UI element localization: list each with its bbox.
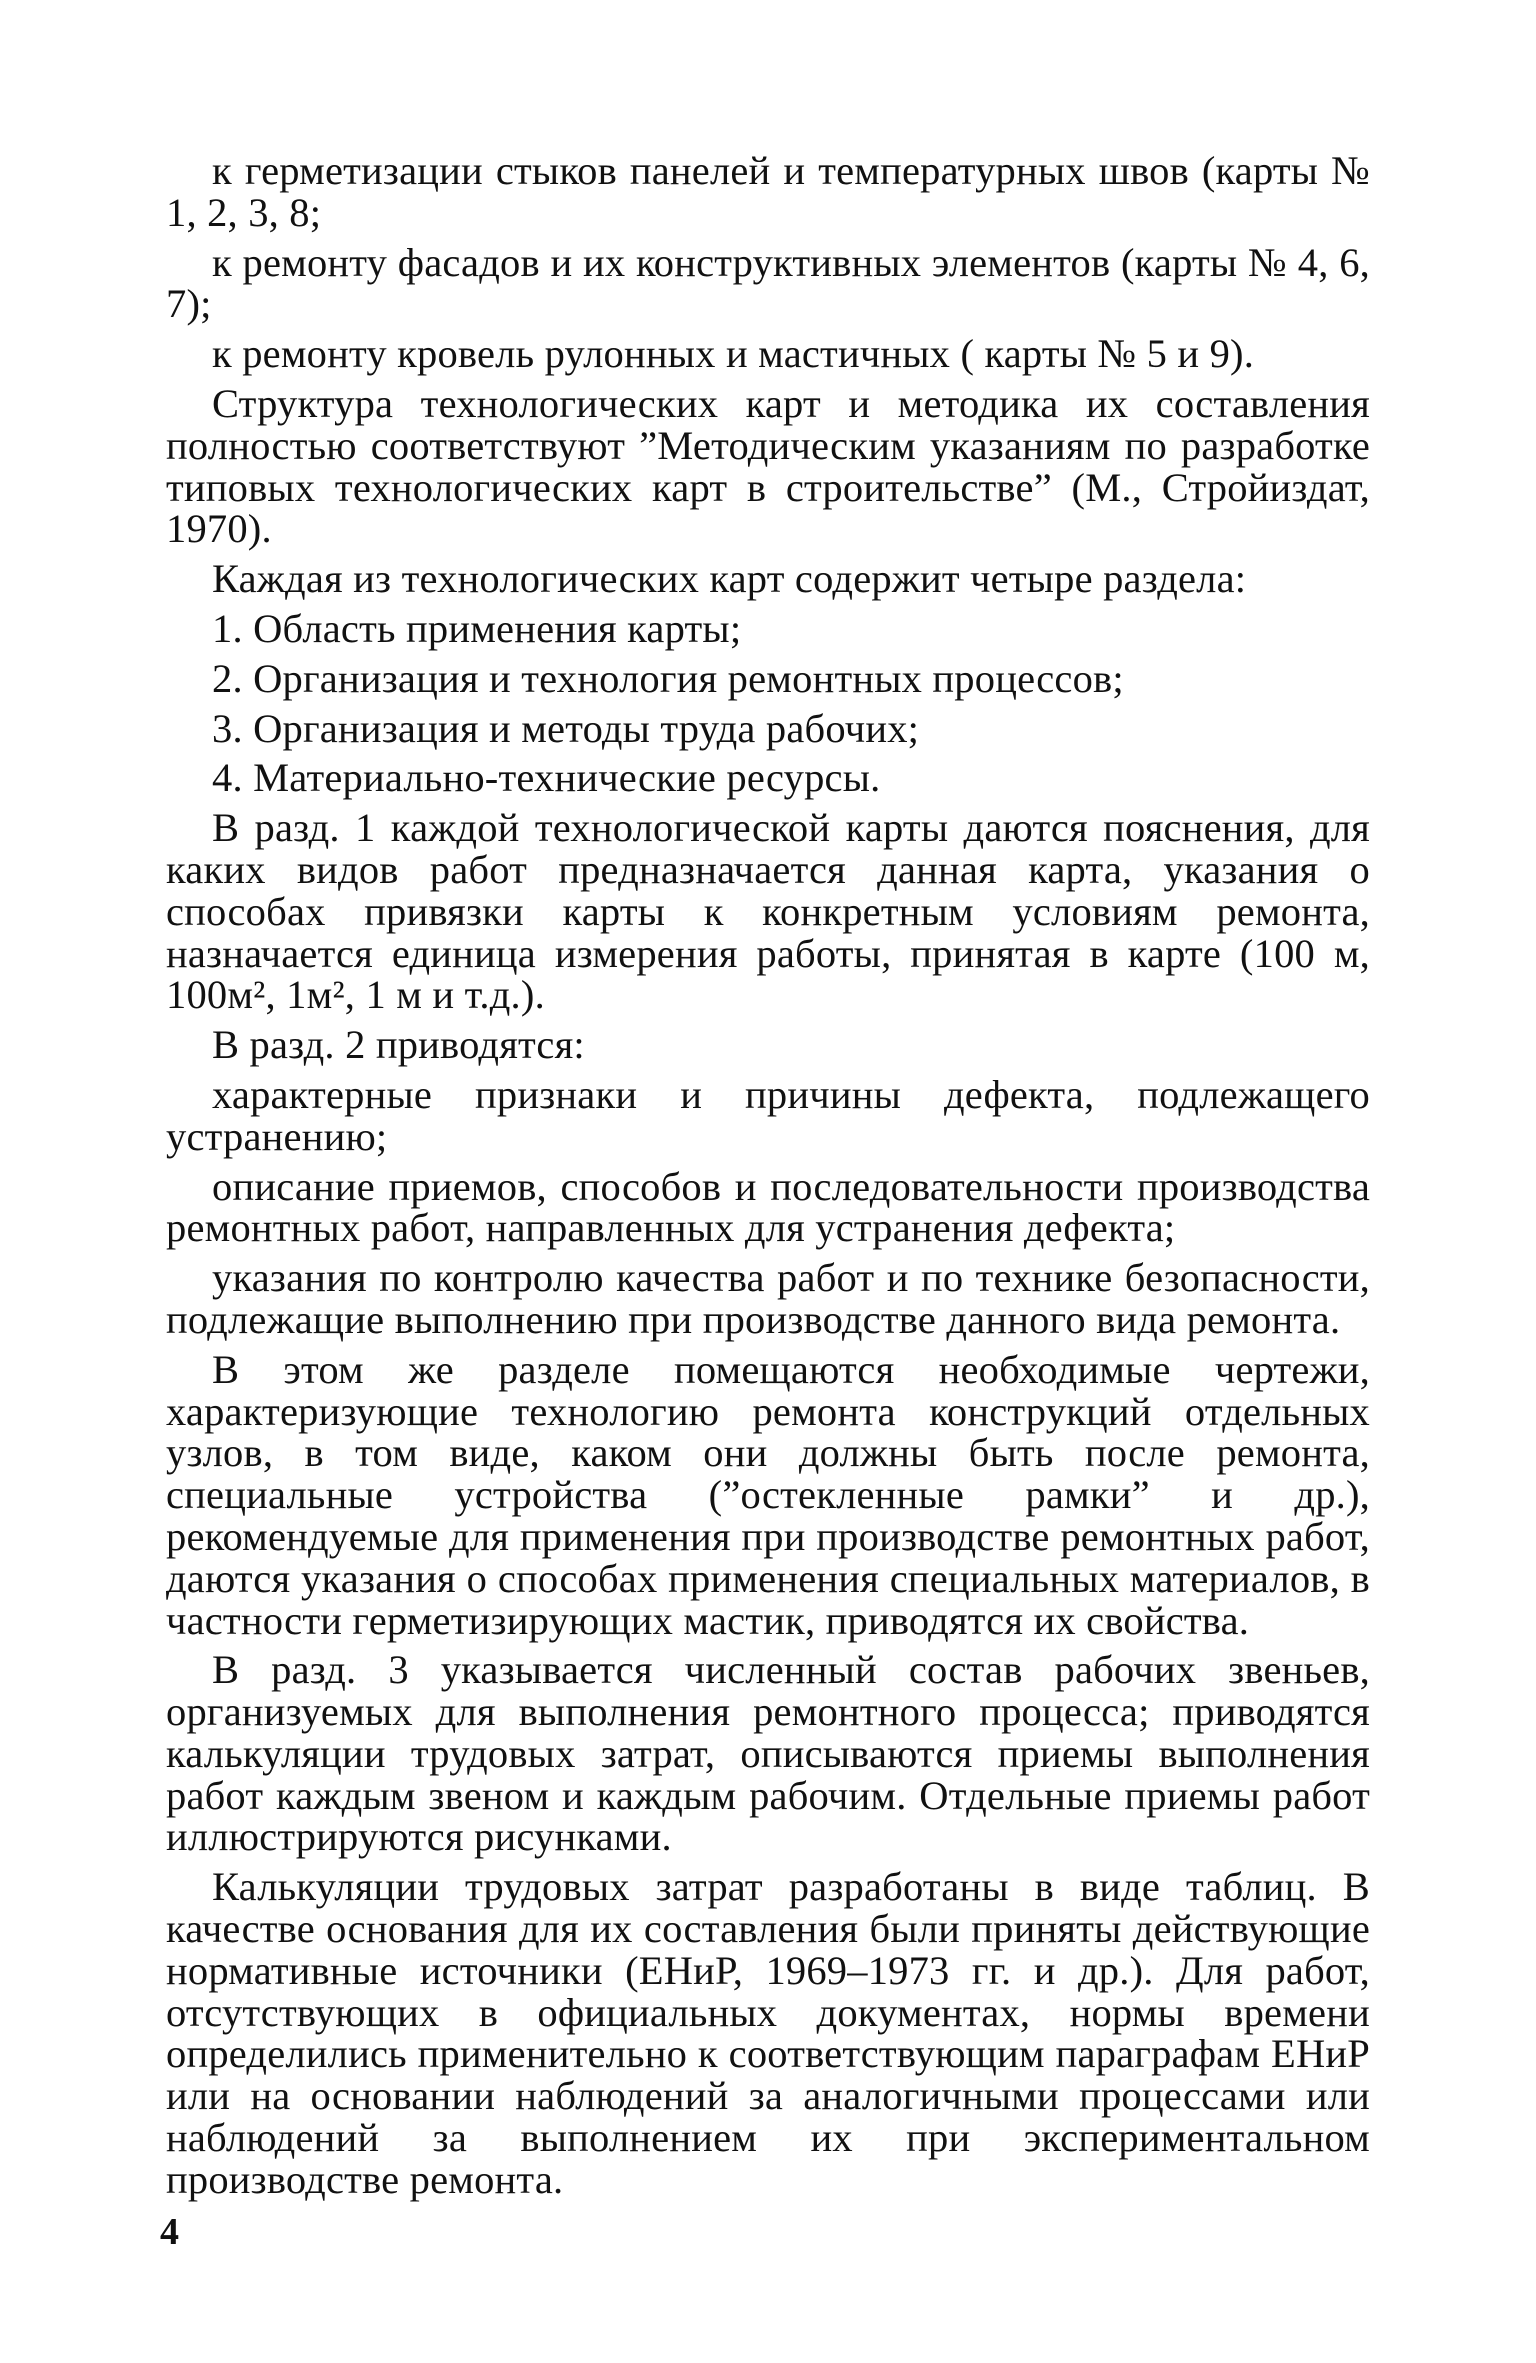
list-item-section-2: 2. Организация и технология ремонтных процессов; — [212, 655, 1124, 701]
paragraph-defect-signs: характерные признаки и причины дефекта, подлежащего устранению; — [166, 1071, 1370, 1159]
paragraph-section-3: В разд. 3 указывается численный состав рабочих звеньев, организуемых для выполнения ремонтного процесса; приводятся калькуляции трудовых затрат, описываются приемы выполнения работ каждым звеном и каждым рабочим. Отдельные приемы работ иллюстрируются рисунками. — [166, 1647, 1370, 1860]
page-number: 4 — [160, 2211, 179, 2253]
paragraph-roof-repair: к ремонту кровель рулонных и мастичных ( карты № 5 и 9). — [212, 331, 1255, 377]
paragraph-facade-repair: к ремонту фасадов и их конструктивных элементов (карты № 4, 6, 7); — [166, 239, 1370, 327]
paragraph-methods-description: описание приемов, способов и последовательности производства ремонтных работ, направленных для устранения дефекта; — [166, 1163, 1370, 1251]
paragraph-section-1-details: В разд. 1 каждой технологической карты даются пояснения, для каких видов работ предназначается данная карта, указания о способах привязки карты к конкретным условиям ремонта, назначается единица измерения работы, принятая в карте (100 м, 100м², 1м², 1 м и т.д.). — [166, 805, 1370, 1018]
list-item-section-1: 1. Область применения карты; — [212, 605, 742, 651]
paragraph-drawings: В этом же разделе помещаются необходимые чертежи, характеризующие технологию ремонта конструкций отдельных узлов, в том виде, каком они должны быть после ремонта, специальные устройства (”остекленные рамки” и др.), рекомендуемые для применения при производстве ремонтных работ, даются указания о способах применения специальных материалов, в частности герметизирующих мастик, приводятся их свойства. — [166, 1346, 1370, 1643]
paragraph-sections-intro: Каждая из технологических карт содержит четыре раздела: — [212, 556, 1247, 602]
list-item-section-3: 3. Организация и методы труда рабочих; — [212, 705, 920, 751]
paragraph-structure: Структура технологических карт и методика их составления полностью соответствуют ”Методическим указаниям по разработке типовых технологических карт в строительстве” (М., Стройиздат, 1970). — [166, 380, 1370, 552]
paragraph-labor-calculations: Калькуляции трудовых затрат разработаны в виде таблиц. В качестве основания для их составления были приняты действующие нормативные источники (ЕНиР, 1969–1973 гг. и др.). Для работ, отсутствующих в официальных документах, нормы времени определились применительно к соответствующим параграфам ЕНиР или на основании наблюдений за аналогичными процессами или наблюдений за выполнением их при экспериментальном производстве ремонта. — [166, 1864, 1370, 2202]
paragraph-sealing-joints: к герметизации стыков панелей и температурных швов (карты № 1, 2, 3, 8; — [166, 148, 1370, 235]
list-item-section-4: 4. Материально-технические ресурсы. — [212, 755, 881, 801]
paragraph-quality-control: указания по контролю качества работ и по технике безопасности, подлежащие выполнению при производстве данного вида ремонта. — [166, 1255, 1370, 1342]
page-body — [166, 150, 1370, 2209]
paragraph-section-2-intro: В разд. 2 приводятся: — [212, 1022, 585, 1068]
